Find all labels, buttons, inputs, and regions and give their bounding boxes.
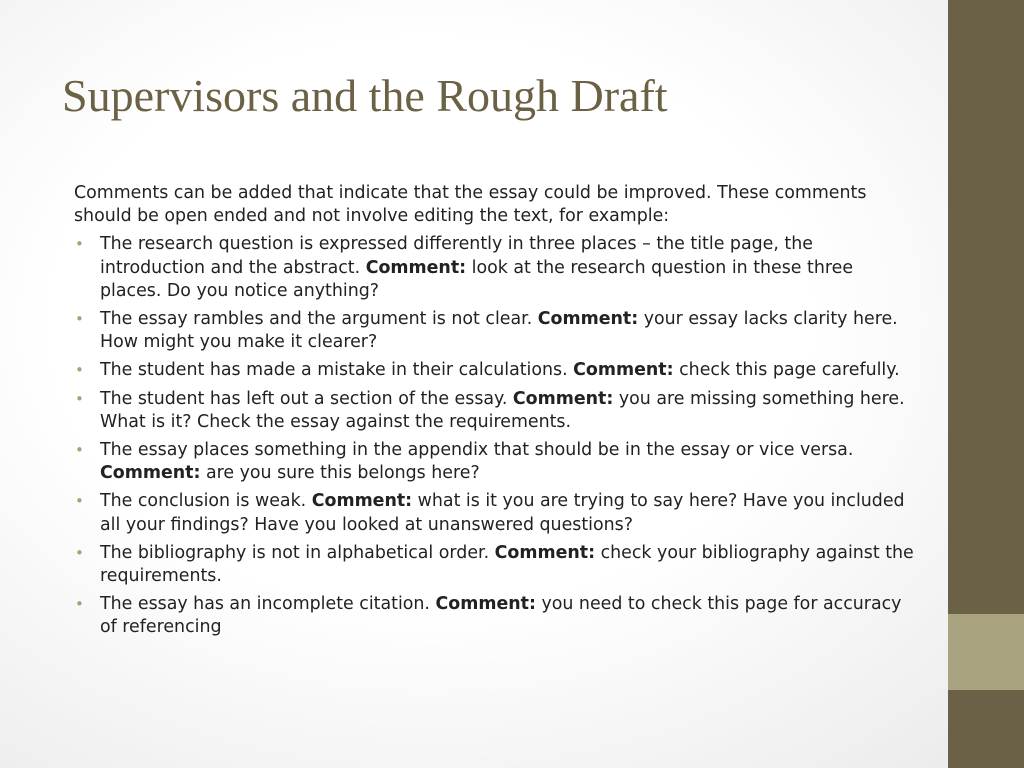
bullet-item — [74, 542, 914, 588]
bullet-text: The essay places something in the appendix that should be in the essay or vice versa. — [100, 440, 854, 461]
sidebar-dark-segment-bottom — [948, 690, 1024, 768]
sidebar-light-segment — [948, 614, 1024, 690]
comment-label: Comment: — [311, 491, 413, 512]
bullet-item — [74, 233, 914, 303]
comment-text: your essay lacks clarity here. How might you make it clearer? — [100, 309, 898, 353]
comment-label: Comment: — [365, 257, 467, 278]
bullet-text: The conclusion is weak. — [100, 491, 307, 512]
comment-text: are you sure this belongs here? — [205, 463, 480, 484]
comment-text: you need to check this page for accuracy of referencing — [100, 594, 902, 638]
bullet-item — [74, 388, 914, 434]
decorative-sidebar — [948, 0, 1024, 768]
comment-label: Comment: — [494, 542, 596, 563]
bullet-item — [74, 593, 914, 639]
bullet-text: The student has left out a section of the essay. — [100, 388, 508, 409]
bullet-text: The student has made a mistake in their calculations. — [100, 360, 568, 381]
intro-paragraph: Comments can be added that indicate that the essay could be improved. These comments should be open ended and not involve editing the text, for example: — [74, 183, 867, 227]
slide-title: Supervisors and the Rough Draft — [62, 70, 668, 121]
comment-text: check this page carefully. — [679, 360, 900, 381]
sidebar-dark-segment-top — [948, 0, 1024, 614]
bullet-dot-icon: • — [75, 595, 84, 614]
comment-text: check your bibliography against the requirements. — [100, 542, 914, 587]
bullet-text: The bibliography is not in alphabetical order. — [100, 542, 490, 563]
slide-body — [74, 182, 914, 645]
bullet-dot-icon: • — [75, 441, 84, 460]
bullet-text: The essay rambles and the argument is not clear. — [100, 309, 533, 330]
comment-text: you are missing something here. What is it? Check the essay against the requirements. — [100, 388, 905, 432]
bullet-item — [74, 359, 914, 382]
comment-examples-list — [74, 233, 914, 639]
bullet-text: The essay has an incomplete citation. — [100, 594, 430, 615]
bullet-dot-icon: • — [75, 543, 84, 562]
bullet-dot-icon: • — [75, 361, 84, 380]
comment-text: what is it you are trying to say here? Have you included all your findings? Have you looked at unanswered questions? — [100, 491, 905, 535]
comment-label: Comment: — [537, 309, 639, 330]
bullet-text: The research question is expressed differently in three places – the title page, the introduction and the abstract. — [100, 234, 813, 278]
comment-label: Comment: — [512, 388, 614, 409]
bullet-dot-icon: • — [75, 310, 84, 329]
bullet-dot-icon: • — [75, 235, 84, 254]
comment-label: Comment: — [435, 594, 536, 615]
bullet-item — [74, 490, 914, 536]
bullet-dot-icon: • — [75, 492, 84, 511]
comment-label: Comment: — [573, 360, 674, 381]
comment-text: look at the research question in these three places. Do you notice anything? — [100, 257, 854, 301]
bullet-dot-icon: • — [75, 389, 84, 408]
comment-label: Comment: — [100, 463, 201, 484]
bullet-item — [74, 308, 914, 354]
bullet-item — [74, 439, 914, 485]
